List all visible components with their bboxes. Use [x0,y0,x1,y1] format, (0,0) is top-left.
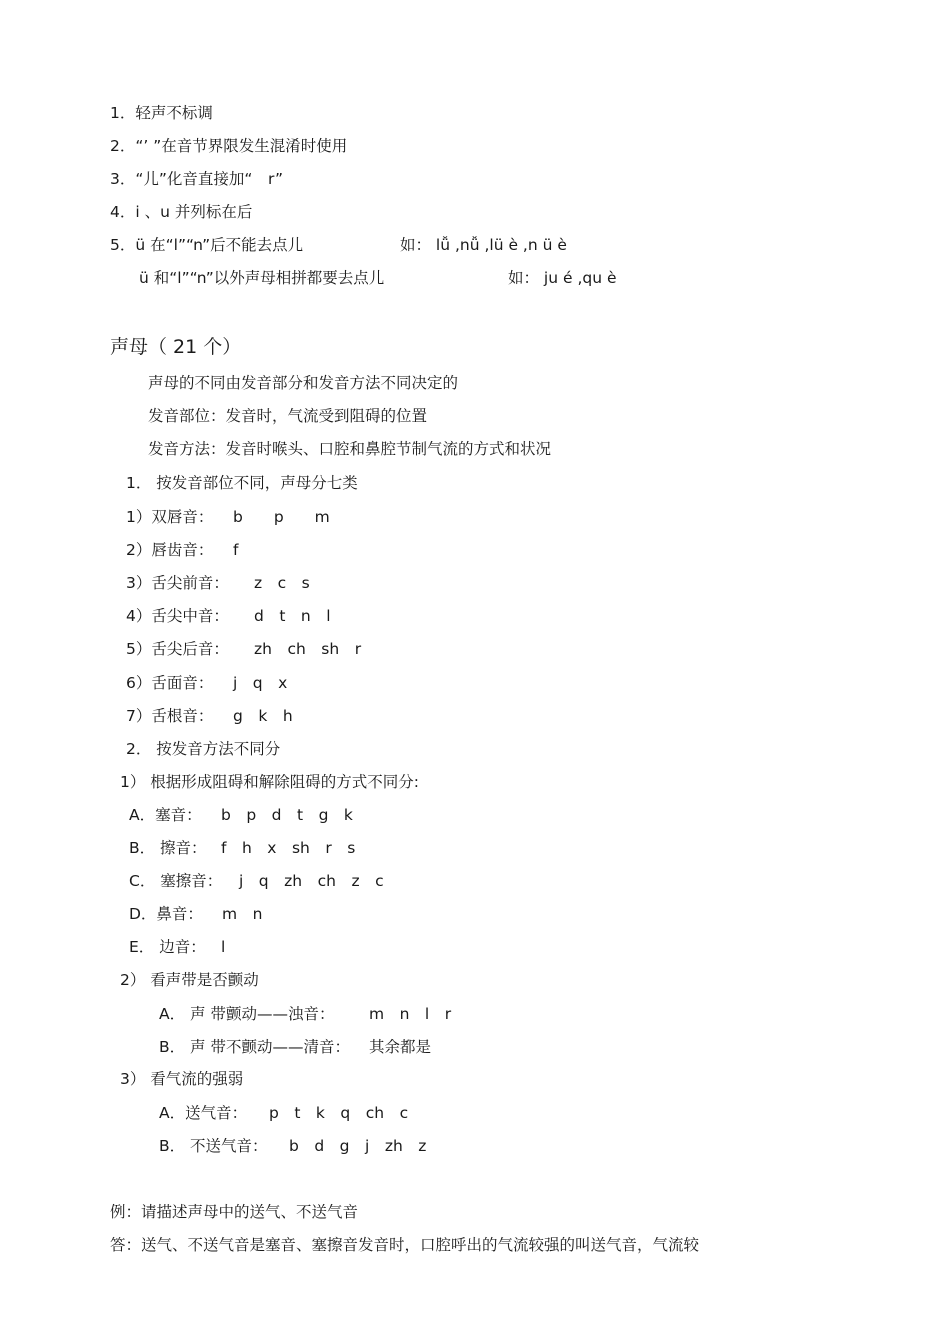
example-answer: 答：送气、不送气音是塞音、塞擦音发音时，口腔呼出的气流较强的叫送气音，气流较 [110,1236,700,1254]
manner-item-label: D．鼻音： [129,905,203,923]
place-item-label: 2）唇齿音： [126,541,214,559]
manner-heading: 2． 按发音方法不同分 [126,740,281,758]
rule-4: 4．i 、u 并列标在后 [110,203,253,221]
manner-item-sounds: f h x sh r s [221,839,356,857]
rule-5b-example: 如： ju é ,qu è [508,269,617,287]
place-heading: 1． 按发音部位不同，声母分七类 [126,474,358,492]
place-item-sounds: f [233,541,239,559]
rule-3: 3．“儿”化音直接加“ r” [110,170,284,188]
manner-item-label: E． 边音： [129,938,206,956]
example-question: 例：请描述声母中的送气、不送气音 [110,1203,359,1221]
manner-item-sounds: b p d t g k [221,806,353,824]
place-item-label: 7）舌根音： [126,707,214,725]
manner-item-sounds: j q zh ch z c [239,872,384,890]
manner-item-sounds: p t k q ch c [269,1104,409,1122]
place-item-label: 4）舌尖中音： [126,607,229,625]
manner-item-label: A． 声 带颤动——浊音： [159,1005,335,1023]
place-item-sounds: d t n l [254,607,331,625]
place-item-sounds: g k h [233,707,293,725]
place-item-sounds: b p m [233,508,330,526]
manner-item-label: C． 塞擦音： [129,872,223,890]
place-item-label: 1）双唇音： [126,508,214,526]
place-item-label: 6）舌面音： [126,674,214,692]
place-item-sounds: z c s [254,574,310,592]
manner-item-label: A．送气音： [159,1104,248,1122]
manner-item-sounds: 其余都是 [369,1038,432,1056]
rule-5a-example: 如： lǚ ,nǚ ,lü è ,n ü è [400,236,567,254]
manner-item-sounds: b d g j zh z [289,1137,427,1155]
manner-sub-1: 1） 根据形成阻碍和解除阻碍的方式不同分: [120,773,420,791]
manner-item-label: B． 不送气音： [159,1137,268,1155]
manner-item-label: B． 声 带不颤动——清音： [159,1038,350,1056]
section-intro-1: 声母的不同由发音部分和发音方法不同决定的 [148,374,459,392]
rule-5b: ü 和“l”“n”以外声母相拼都要去点儿 [139,269,385,287]
manner-item-label: A．塞音： [129,806,202,824]
rule-2: 2．“’ ”在音节界限发生混淆时使用 [110,137,348,155]
manner-item-sounds: m n [222,905,263,923]
manner-sub-3: 3） 看气流的强弱 [120,1070,244,1088]
manner-item-sounds: l [221,938,226,956]
rule-5a: 5．ü 在“l”“n”后不能去点儿 [110,236,304,254]
place-item-label: 5）舌尖后音： [126,640,229,658]
place-item-sounds: zh ch sh r [254,640,362,658]
rule-1: 1．轻声不标调 [110,104,213,122]
place-item-sounds: j q x [233,674,288,692]
section-intro-2: 发音部位：发音时，气流受到阻碍的位置 [148,407,428,425]
place-item-label: 3）舌尖前音： [126,574,229,592]
manner-item-sounds: m n l r [369,1005,452,1023]
section-intro-3: 发音方法：发音时喉头、口腔和鼻腔节制气流的方式和状况 [148,440,552,458]
manner-sub-2: 2） 看声带是否颤动 [120,971,259,989]
section-title: 声母（ 21 个） [110,336,242,358]
manner-item-label: B． 擦音： [129,839,207,857]
